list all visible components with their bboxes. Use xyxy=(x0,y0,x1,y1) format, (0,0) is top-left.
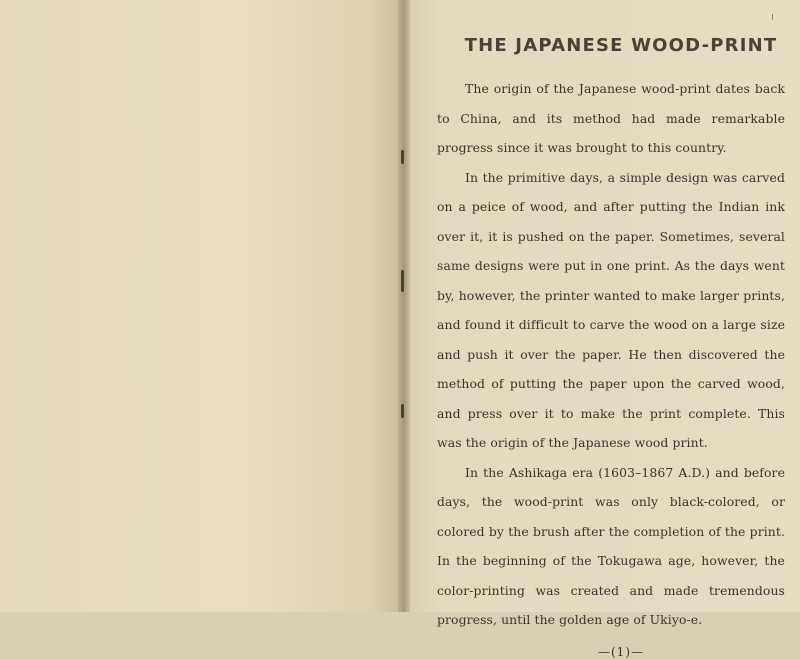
binding-stitch xyxy=(401,404,404,418)
left-blank-page xyxy=(0,0,403,612)
margin-mark xyxy=(772,14,773,20)
page-title: THE JAPANESE WOOD-PRINT xyxy=(464,35,778,56)
paragraph-1: The origin of the Japanese wood-print dates back to China, and its method had made remarkable progress since it was brought to this country. xyxy=(437,81,785,155)
binding-stitch xyxy=(401,150,404,164)
paragraph-3: In the Ashikaga era (1603–1867 A.D.) and before days, the wood-print was only black-colored, or colored by the brush after the completion of the print. In the beginning of the Tokugawa age, however, the color-printing was created and made tremendous progress, until the golden age of Ukiyo-e. xyxy=(437,464,785,627)
paragraph-2: In the primitive days, a simple design was carved on a peice of wood, and after putting the Indian ink over it, it is pushed on the paper. Sometimes, several same designs were put in one print. As the days went by, however, the printer wanted to make larger prints, and found it difficult to carve the wood on a large size and push it over the paper. He then discovered the method of putting the paper upon the carved wood, and press over it to make the print complete. This was the origin of the Japanese wood print. xyxy=(437,169,785,450)
page-number: —(1)— xyxy=(598,644,644,659)
page-content xyxy=(437,30,785,659)
binding-stitch xyxy=(401,270,404,292)
